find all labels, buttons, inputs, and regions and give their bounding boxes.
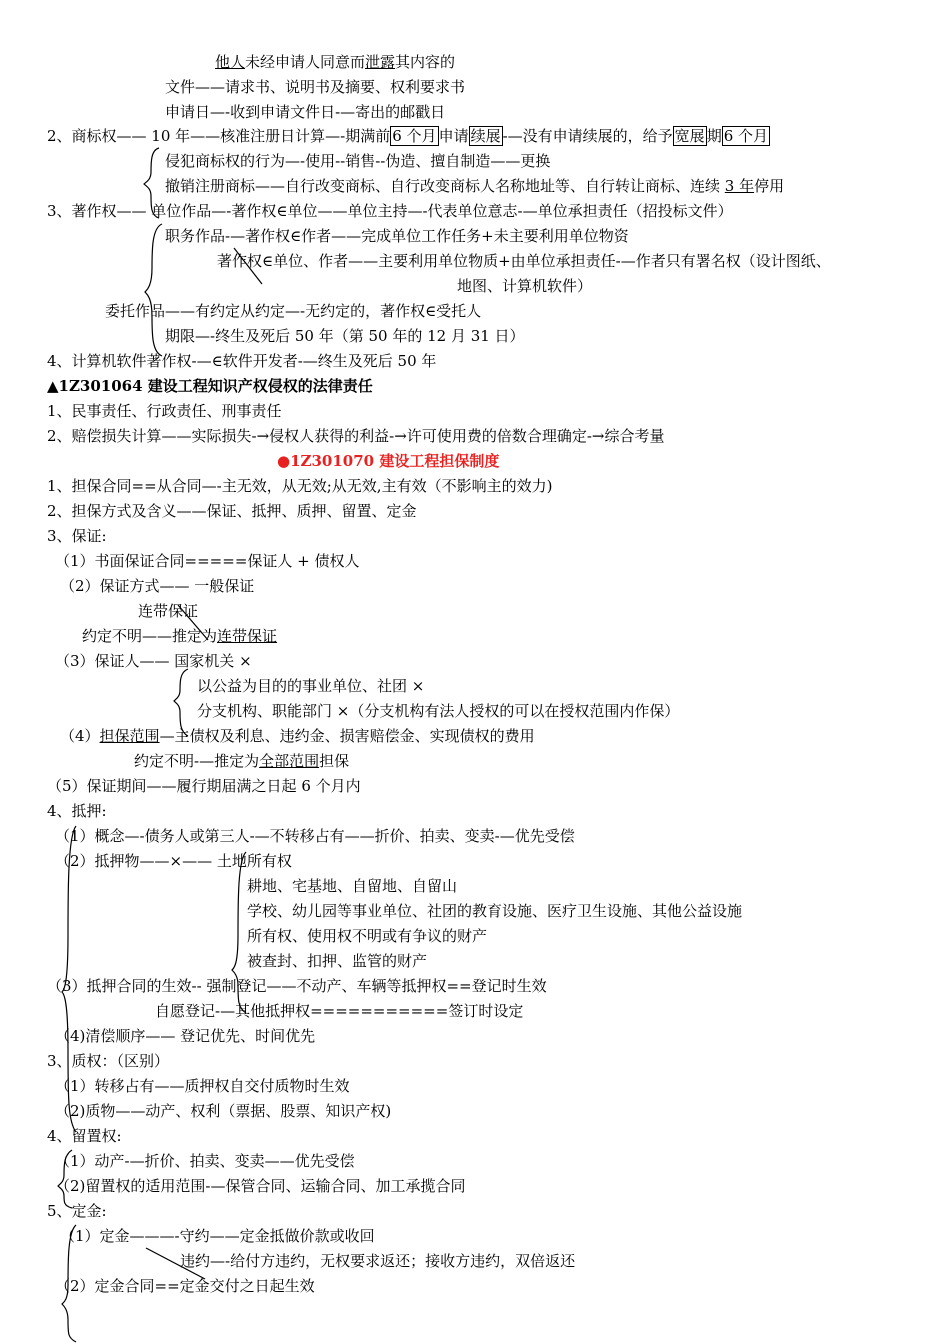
- pledge-transfer-line: （1）转移占有——质押权自交付质物时生效: [55, 1077, 350, 1095]
- guarantee-period-line: （5）保证期间——履行期届满之日起 6 个月内: [47, 777, 361, 795]
- section-heading-guarantee: ●1Z301070 建设工程担保制度: [277, 452, 500, 470]
- deposit-heading: 5、定金:: [47, 1202, 107, 1220]
- guarantor-line: （3）保证人—— 国家机关 ×: [55, 652, 252, 670]
- patent-filing-date-line: 申请日—-收到申请文件日-—寄出的邮戳日: [165, 103, 446, 121]
- text-three-years: 3 年: [724, 177, 755, 195]
- brace-copyright: [145, 224, 162, 356]
- guarantee-contract-line: 1、担保合同==从合同—-主无效，从无效;从无效,主有效（不影响主的效力): [47, 477, 553, 495]
- joint-suretyship-line: 连带保证: [138, 602, 199, 620]
- mortgage-voluntary-line: 自愿登记-—其他抵押权===========签订时设定: [155, 1002, 524, 1020]
- damages-calc-line: 2、赔偿损失计算——实际损失-→侵权人获得的利益-→许可使用费的倍数合理确定-→综合考量: [47, 427, 665, 445]
- deposit-breach-line: 违约—-给付方违约，无权要求返还；接收方违约，双倍返还: [180, 1252, 576, 1270]
- guarantee-scope-line: （4）担保范围—主债权及利息、违约金、损害赔偿金、实现债权的费用: [60, 727, 535, 745]
- section-heading-ip-liability: ▲1Z301064 建设工程知识产权侵权的法律责任: [47, 377, 373, 395]
- mortgage-priority-line: （4)清偿顺序—— 登记优先、时间优先: [55, 1027, 316, 1045]
- deposit-contract-line: （2）定金合同==定金交付之日起生效: [55, 1277, 315, 1295]
- lien-heading: 4、留置权:: [47, 1127, 122, 1145]
- suretyship-presumption-line: 约定不明——推定为连带保证: [82, 627, 278, 645]
- copyright-special-work-cont-line: 地图、计算机软件）: [457, 277, 593, 295]
- mortgage-effect-line: （3）抵押合同的生效-- 强制登记——不动产、车辆等抵押权==登记时生效: [47, 977, 547, 995]
- mortgage-items-seized-line: 被查封、扣押、监管的财产: [247, 952, 428, 970]
- suretyship-contract-line: （1）书面保证合同=====保证人 + 债权人: [55, 552, 360, 570]
- text-others: 他人: [215, 53, 246, 71]
- trademark-infringement-line: 侵犯商标权的行为—-使用--销售--伪造、擅自制造——更换: [165, 152, 551, 170]
- boxed-six-months-2: 6 个月: [723, 127, 769, 145]
- lien-movable-line: （1）动产-—折价、拍卖、变卖——优先受偿: [55, 1152, 355, 1170]
- guarantee-methods-line: 2、担保方式及含义——保证、抵押、质押、留置、定金: [47, 502, 417, 520]
- boxed-renewal: 续展: [470, 127, 501, 145]
- patent-documents-line: 文件——请求书、说明书及摘要、权利要求书: [165, 78, 466, 96]
- guarantor-public-units-line: 以公益为目的的事业单位、社团 ×: [197, 677, 425, 695]
- trademark-line: 2、商标权—— 10 年——核准注册日计算—-期满前 6 个月 申请 续展 -—没有申请续展的，给予 宽展 期 6 个月: [47, 127, 769, 145]
- pledge-items-line: （2)质物——动产、权利（票据、股票、知识产权): [55, 1102, 392, 1120]
- mortgage-items-disputed-line: 所有权、使用权不明或有争议的财产: [247, 927, 488, 945]
- mortgage-heading: 4、抵押:: [47, 802, 107, 820]
- boxed-grace: 宽展: [674, 127, 705, 145]
- deposit-keep-line: （1）定金———-守约——定金抵做价款或收回: [60, 1227, 375, 1245]
- copyright-line: 3、著作权—— 单位作品—-著作权∈单位——单位主持—-代表单位意志-—单位承担责任（招投标文件）: [47, 202, 733, 220]
- mortgage-items-line: （2）抵押物——×—— 土地所有权: [55, 852, 292, 870]
- scope-presumption-line: 约定不明-—推定为全部范围担保: [134, 752, 350, 770]
- copyright-special-work-line: 著作权∈单位、作者——主要利用单位物质+由单位承担责任-—作者只有署名权（设计图纸、: [217, 252, 831, 270]
- text-joint-suretyship: 连带保证: [217, 627, 278, 645]
- copyright-term-line: 期限—-终生及死后 50 年（第 50 年的 12 月 31 日）: [165, 327, 525, 345]
- text-guarantee-scope: 担保范围: [99, 727, 160, 745]
- patent-leak-line: 他人未经申请人同意而泄露其内容的: [215, 53, 456, 71]
- mortgage-items-farmland-line: 耕地、宅基地、自留地、自留山: [247, 877, 458, 895]
- trademark-revocation-line: 撤销注册商标——自行改变商标、自行改变商标人名称地址等、自行转让商标、连续 3 年停用: [165, 177, 785, 195]
- pledge-heading: 3、质权：（区别）: [47, 1052, 170, 1070]
- lien-scope-line: （2)留置权的适用范围-—保管合同、运输合同、加工承揽合同: [55, 1177, 466, 1195]
- mortgage-concept-line: （1）概念—-债务人或第三人-—不转移占有——折价、拍卖、变卖-—优先受偿: [55, 827, 575, 845]
- guarantor-branches-line: 分支机构、职能部门 ×（分支机构有法人授权的可以在授权范围内作保）: [197, 702, 680, 720]
- copyright-commission-line: 委托作品——有约定从约定—-无约定的，著作权∈受托人: [105, 302, 482, 320]
- mortgage-items-public-line: 学校、幼儿园等事业单位、社团的教育设施、医疗卫生设施、其他公益设施: [247, 902, 743, 920]
- text-leak: 泄露: [365, 53, 396, 71]
- copyright-duty-work-line: 职务作品-—著作权∈作者——完成单位工作任务+未主要利用单位物资: [165, 227, 629, 245]
- text-full-scope: 全部范围: [259, 752, 320, 770]
- suretyship-heading: 3、保证:: [47, 527, 107, 545]
- software-copyright-line: 4、计算机软件著作权-—∈软件开发者-—终生及死后 50 年: [47, 352, 437, 370]
- boxed-six-months-1: 6 个月: [392, 127, 437, 145]
- suretyship-mode-line: （2）保证方式—— 一般保证: [60, 577, 255, 595]
- liability-types-line: 1、民事责任、行政责任、刑事责任: [47, 402, 282, 420]
